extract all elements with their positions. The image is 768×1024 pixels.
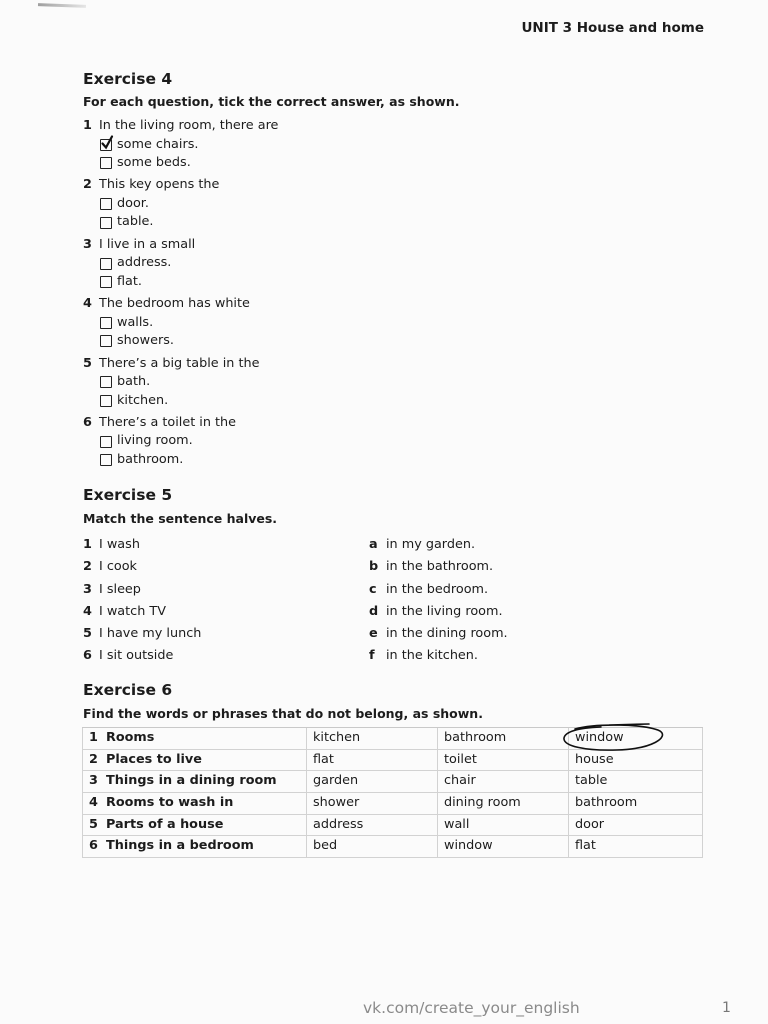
question-number: 4 <box>83 296 92 312</box>
word-cell[interactable] <box>569 750 703 771</box>
question-stem <box>83 117 403 136</box>
question-text: There’s a big table in the <box>99 355 260 371</box>
category-cell <box>82 728 307 749</box>
checkbox[interactable] <box>100 436 112 448</box>
question <box>83 295 403 354</box>
word-text: door <box>575 816 605 832</box>
item-text: in the bathroom. <box>386 559 494 575</box>
item-letter: d <box>369 603 379 619</box>
item-number: 4 <box>83 603 92 619</box>
word-text: wall <box>444 816 470 832</box>
word-text: bathroom <box>444 730 507 745</box>
word-cell[interactable] <box>307 836 438 857</box>
footer-site: vk.com/create_your_english <box>363 999 580 1017</box>
word-cell[interactable] <box>438 771 569 792</box>
word-cell[interactable] <box>438 728 569 749</box>
word-text: window <box>575 730 624 745</box>
word-text: kitchen <box>313 730 361 745</box>
exercise-4-instruction: For each question, tick the correct answer, as shown. <box>83 94 460 109</box>
word-text: flat <box>575 838 596 854</box>
word-cell[interactable] <box>438 815 569 836</box>
question-stem <box>83 295 403 314</box>
word-cell[interactable] <box>307 815 438 836</box>
option-text: walls. <box>117 314 154 330</box>
answer-option[interactable] <box>83 154 403 173</box>
checkbox[interactable] <box>100 395 112 407</box>
item-text: in the dining room. <box>386 626 508 642</box>
option-text: some beds. <box>117 155 191 170</box>
question <box>83 414 403 473</box>
answer-option[interactable] <box>83 392 403 411</box>
exercise-4-questions <box>83 117 403 473</box>
question-number: 5 <box>83 355 92 371</box>
category-text: Places to live <box>106 751 202 767</box>
item-letter: c <box>369 581 377 597</box>
item-number: 3 <box>83 581 92 597</box>
checkbox[interactable] <box>100 157 112 169</box>
question-text: This key opens the <box>99 177 220 193</box>
item-number: 5 <box>83 626 92 642</box>
item-text: I have my lunch <box>99 626 202 642</box>
question <box>83 236 403 295</box>
word-text: shower <box>313 795 360 811</box>
question-number: 2 <box>83 177 92 193</box>
word-cell[interactable] <box>307 750 438 771</box>
match-right-column <box>369 534 508 668</box>
item-text: I wash <box>99 537 140 552</box>
question <box>83 355 403 414</box>
answer-option[interactable] <box>83 332 403 351</box>
table-row <box>82 836 703 858</box>
scan-mark <box>38 3 86 8</box>
answer-option[interactable] <box>83 195 403 214</box>
option-text: kitchen. <box>117 392 169 408</box>
answer-option[interactable] <box>83 136 403 155</box>
word-text: chair <box>444 773 476 789</box>
word-cell[interactable] <box>569 793 703 814</box>
checked-checkbox[interactable] <box>100 139 112 151</box>
word-cell[interactable] <box>569 836 703 857</box>
category-text: Parts of a house <box>106 816 224 832</box>
word-cell[interactable] <box>307 793 438 814</box>
answer-option[interactable] <box>83 213 403 232</box>
exercise-5-instruction: Match the sentence halves. <box>83 511 278 526</box>
question <box>83 117 403 176</box>
item-text: I cook <box>99 559 137 575</box>
checkbox[interactable] <box>100 454 112 466</box>
checkbox[interactable] <box>100 217 112 229</box>
item-text: in my garden. <box>386 537 476 552</box>
option-text: some chairs. <box>117 136 199 152</box>
odd-one-out-table <box>82 727 703 858</box>
category-cell <box>82 836 307 857</box>
word-text: bathroom <box>575 795 638 811</box>
table-row <box>82 728 703 750</box>
checkbox[interactable] <box>100 198 112 210</box>
category-text: Rooms to wash in <box>106 795 234 811</box>
checkbox[interactable] <box>100 258 112 270</box>
sentence-end <box>369 601 508 623</box>
exercise-6-title: Exercise 6 <box>83 681 173 699</box>
item-number: 6 <box>83 648 92 664</box>
sentence-start <box>83 579 201 601</box>
sentence-end <box>369 645 508 667</box>
word-cell[interactable] <box>438 793 569 814</box>
sentence-start <box>83 601 201 623</box>
sentence-start <box>83 534 201 556</box>
answer-option[interactable] <box>83 432 403 451</box>
word-cell[interactable] <box>307 728 438 749</box>
item-text: in the living room. <box>386 603 503 619</box>
table-row <box>82 771 703 793</box>
question-text: The bedroom has white <box>99 296 250 312</box>
word-cell[interactable] <box>438 750 569 771</box>
sentence-start <box>83 623 201 645</box>
option-text: table. <box>117 214 154 230</box>
sentence-start <box>83 645 201 667</box>
row-number: 3 <box>89 773 98 789</box>
unit-header: UNIT 3 House and home <box>521 20 704 36</box>
table-row <box>82 793 703 815</box>
match-left-column <box>83 534 201 668</box>
exercise-5-title: Exercise 5 <box>83 486 173 504</box>
category-cell <box>82 793 307 814</box>
category-text: Things in a bedroom <box>106 838 254 854</box>
word-text: address <box>313 816 364 832</box>
question-text: There’s a toilet in the <box>99 414 237 430</box>
item-letter: e <box>369 626 378 642</box>
question-number: 3 <box>83 236 92 252</box>
word-text: dining room <box>444 795 521 811</box>
option-text: flat. <box>117 273 142 289</box>
option-text: living room. <box>117 433 193 449</box>
word-text: table <box>575 773 608 789</box>
item-text: I watch TV <box>99 603 166 619</box>
item-text: in the bedroom. <box>386 581 489 597</box>
sentence-end <box>369 556 508 578</box>
row-number: 6 <box>89 838 98 854</box>
word-text: house <box>575 751 614 767</box>
word-cell[interactable] <box>569 815 703 836</box>
exercise-4-title: Exercise 4 <box>83 70 173 88</box>
category-text: Rooms <box>106 730 155 745</box>
question-stem <box>83 414 403 433</box>
question-stem <box>83 355 403 374</box>
question-text: In the living room, there are <box>99 118 279 133</box>
item-number: 2 <box>83 559 92 575</box>
answer-option[interactable] <box>83 373 403 392</box>
word-cell[interactable] <box>438 836 569 857</box>
answer-option[interactable] <box>83 451 403 470</box>
option-text: door. <box>117 195 149 211</box>
row-number: 4 <box>89 795 98 811</box>
category-cell <box>82 771 307 792</box>
word-cell[interactable] <box>307 771 438 792</box>
word-text: toilet <box>444 751 477 767</box>
sentence-end <box>369 579 508 601</box>
question-stem <box>83 176 403 195</box>
check-mark-icon <box>100 135 116 151</box>
sentence-end <box>369 534 508 556</box>
row-number: 5 <box>89 816 98 832</box>
word-text: window <box>444 838 493 854</box>
word-text: flat <box>313 751 334 767</box>
option-text: showers. <box>117 333 174 349</box>
option-text: address. <box>117 255 172 271</box>
option-text: bathroom. <box>117 451 184 467</box>
word-cell[interactable] <box>569 728 703 749</box>
item-letter: f <box>369 648 375 664</box>
checkbox[interactable] <box>100 376 112 388</box>
row-number: 1 <box>89 730 98 745</box>
answer-option[interactable] <box>83 314 403 333</box>
option-text: bath. <box>117 374 151 390</box>
table-row <box>82 815 703 837</box>
item-text: I sleep <box>99 581 141 597</box>
answer-option[interactable] <box>83 273 403 292</box>
sentence-start <box>83 556 201 578</box>
word-text: bed <box>313 838 338 854</box>
category-cell <box>82 750 307 771</box>
exercise-6-instruction: Find the words or phrases that do not belong, as shown. <box>83 706 483 721</box>
item-letter: a <box>369 537 378 552</box>
sentence-end <box>369 623 508 645</box>
item-letter: b <box>369 559 379 575</box>
category-cell <box>82 815 307 836</box>
item-number: 1 <box>83 537 92 552</box>
word-text: garden <box>313 773 359 789</box>
item-text: I sit outside <box>99 648 174 664</box>
page-number: 1 <box>722 1000 731 1016</box>
item-text: in the kitchen. <box>386 648 478 664</box>
table-row <box>82 750 703 772</box>
category-text: Things in a dining room <box>106 773 277 789</box>
answer-option[interactable] <box>83 254 403 273</box>
question-text: I live in a small <box>99 236 196 252</box>
question-number: 1 <box>83 118 92 133</box>
word-cell[interactable] <box>569 771 703 792</box>
checkbox[interactable] <box>100 335 112 347</box>
row-number: 2 <box>89 751 98 767</box>
question <box>83 176 403 235</box>
question-number: 6 <box>83 414 92 430</box>
checkbox[interactable] <box>100 276 112 288</box>
checkbox[interactable] <box>100 317 112 329</box>
question-stem <box>83 236 403 255</box>
